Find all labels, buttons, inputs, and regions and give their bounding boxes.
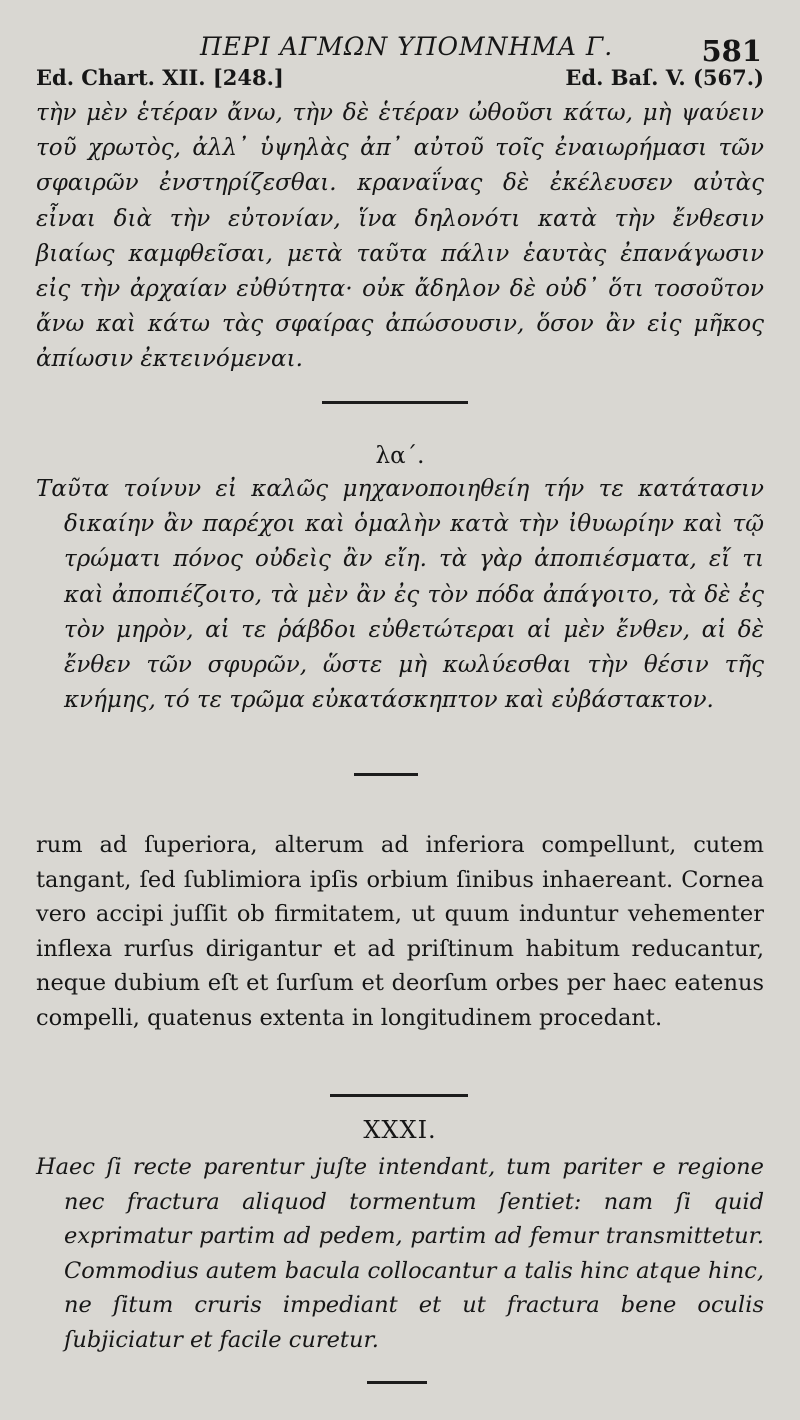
edition-chartier-reference: Ed. Chart. XII. [248.] (36, 65, 284, 90)
greek-section-paragraph (36, 472, 764, 718)
edition-reference-line (36, 65, 764, 95)
latin-section-text: Haec ſi recte parentur juſte intendant, tum pariter e regione nec fractura aliquod tormentum ſentiet: nam ſi quid exprimatur partim ad pedem, partim ad femur transmittetur. Commodius autem bacula collocantur a talis hinc atque hinc, ne ſitum cruris impediant et ut fractura bene oculis ſubjiciatur et facile curetur. (36, 1154, 764, 1353)
greek-continuation-paragraph (36, 96, 764, 378)
section-divider-rule (330, 1094, 468, 1097)
latin-continuation-text: rum ad ſuperiora, alterum ad inferiora compellunt, cutem tangant, ſed ſublimiora ipſis orbium ſinibus inhaereant. Cornea vero accipi juſſit ob firmitatem, ut quum induntur vehementer inflexa rurſus dirigantur et ad priſtinum habitum reducantur, neque dubium eſt et ſurſum et deorſum orbes per haec eatenus compelli, quatenus extenta in longitudinem procedant. (36, 832, 764, 1031)
running-title: ΠΕΡΙ ΑΓΜΩΝ ΥΠΟΜΝΗΜΑ Γ. (200, 32, 614, 61)
section-divider-rule (322, 401, 468, 404)
edition-basel-reference: Ed. Baſ. V. (567.) (565, 65, 764, 90)
latin-continuation-paragraph (36, 828, 764, 1036)
section-divider-rule (367, 1381, 427, 1384)
section-divider-rule (354, 773, 418, 776)
page-number: 581 (701, 34, 762, 68)
latin-section-number: XXXI. (363, 1116, 437, 1144)
greek-section-text: Ταῦτα τοίνυν εἰ καλῶς μηχανοποιηθείη τήν τε κατάτασιν δικαίην ἂν παρέχοι καὶ ὁμαλὴν κατὰ τὴν ἰθυωρίην καὶ τῷ τρώματι πόνος οὐδεὶς ἂν εἴη. τὰ γὰρ ἀποπιέσματα, εἴ τι καὶ ἀποπιέζοιτο, τὰ μὲν ἂν ἐς τὸν πόδα ἀπάγοιτο, τὰ δὲ ἐς τὸν μηρὸν, αἱ τε ῥάβδοι εὐθετώτεραι αἱ μὲν ἔνθεν, αἱ δὲ ἔνθεν τῶν σφυρῶν, ὥστε μὴ κωλύεσθαι τὴν θέσιν τῆς κνήμης, τό τε τρῶμα εὐκατάσκηπτον καὶ εὐβάστακτον. (36, 476, 764, 714)
greek-continuation-text: τὴν μὲν ἑτέραν ἄνω, τὴν δὲ ἑτέραν ὠθοῦσι κάτω, μὴ ψαύειν τοῦ χρωτὸς, ἀλλ᾽ ὑψηλὰς ἀπ᾽ αὐτοῦ τοῖς ἐναιωρήμασι τῶν σφαιρῶν ἐνστηρίζεσθαι. κραναΐνας δὲ ἐκέλευσεν αὐτὰς εἶναι διὰ τὴν εὐτονίαν, ἵνα δηλονότι κατὰ τὴν ἔνθεσιν βιαίως καμφθεῖσαι, μετὰ ταῦτα πάλιν ἑαυτὰς ἐπανάγωσιν εἰς τὴν ἀρχαίαν εὐθύτητα· οὐκ ἄδηλον δὲ οὐδ᾽ ὅτι τοσοῦτον ἄνω καὶ κάτω τὰς σφαίρας ἀπώσουσιν, ὅσον ἂν εἰς μῆκος ἀπίωσιν ἐκτεινόμεναι. (36, 100, 764, 373)
latin-section-paragraph (36, 1150, 764, 1358)
running-head (0, 30, 800, 70)
greek-section-number: λα΄. (375, 443, 425, 469)
